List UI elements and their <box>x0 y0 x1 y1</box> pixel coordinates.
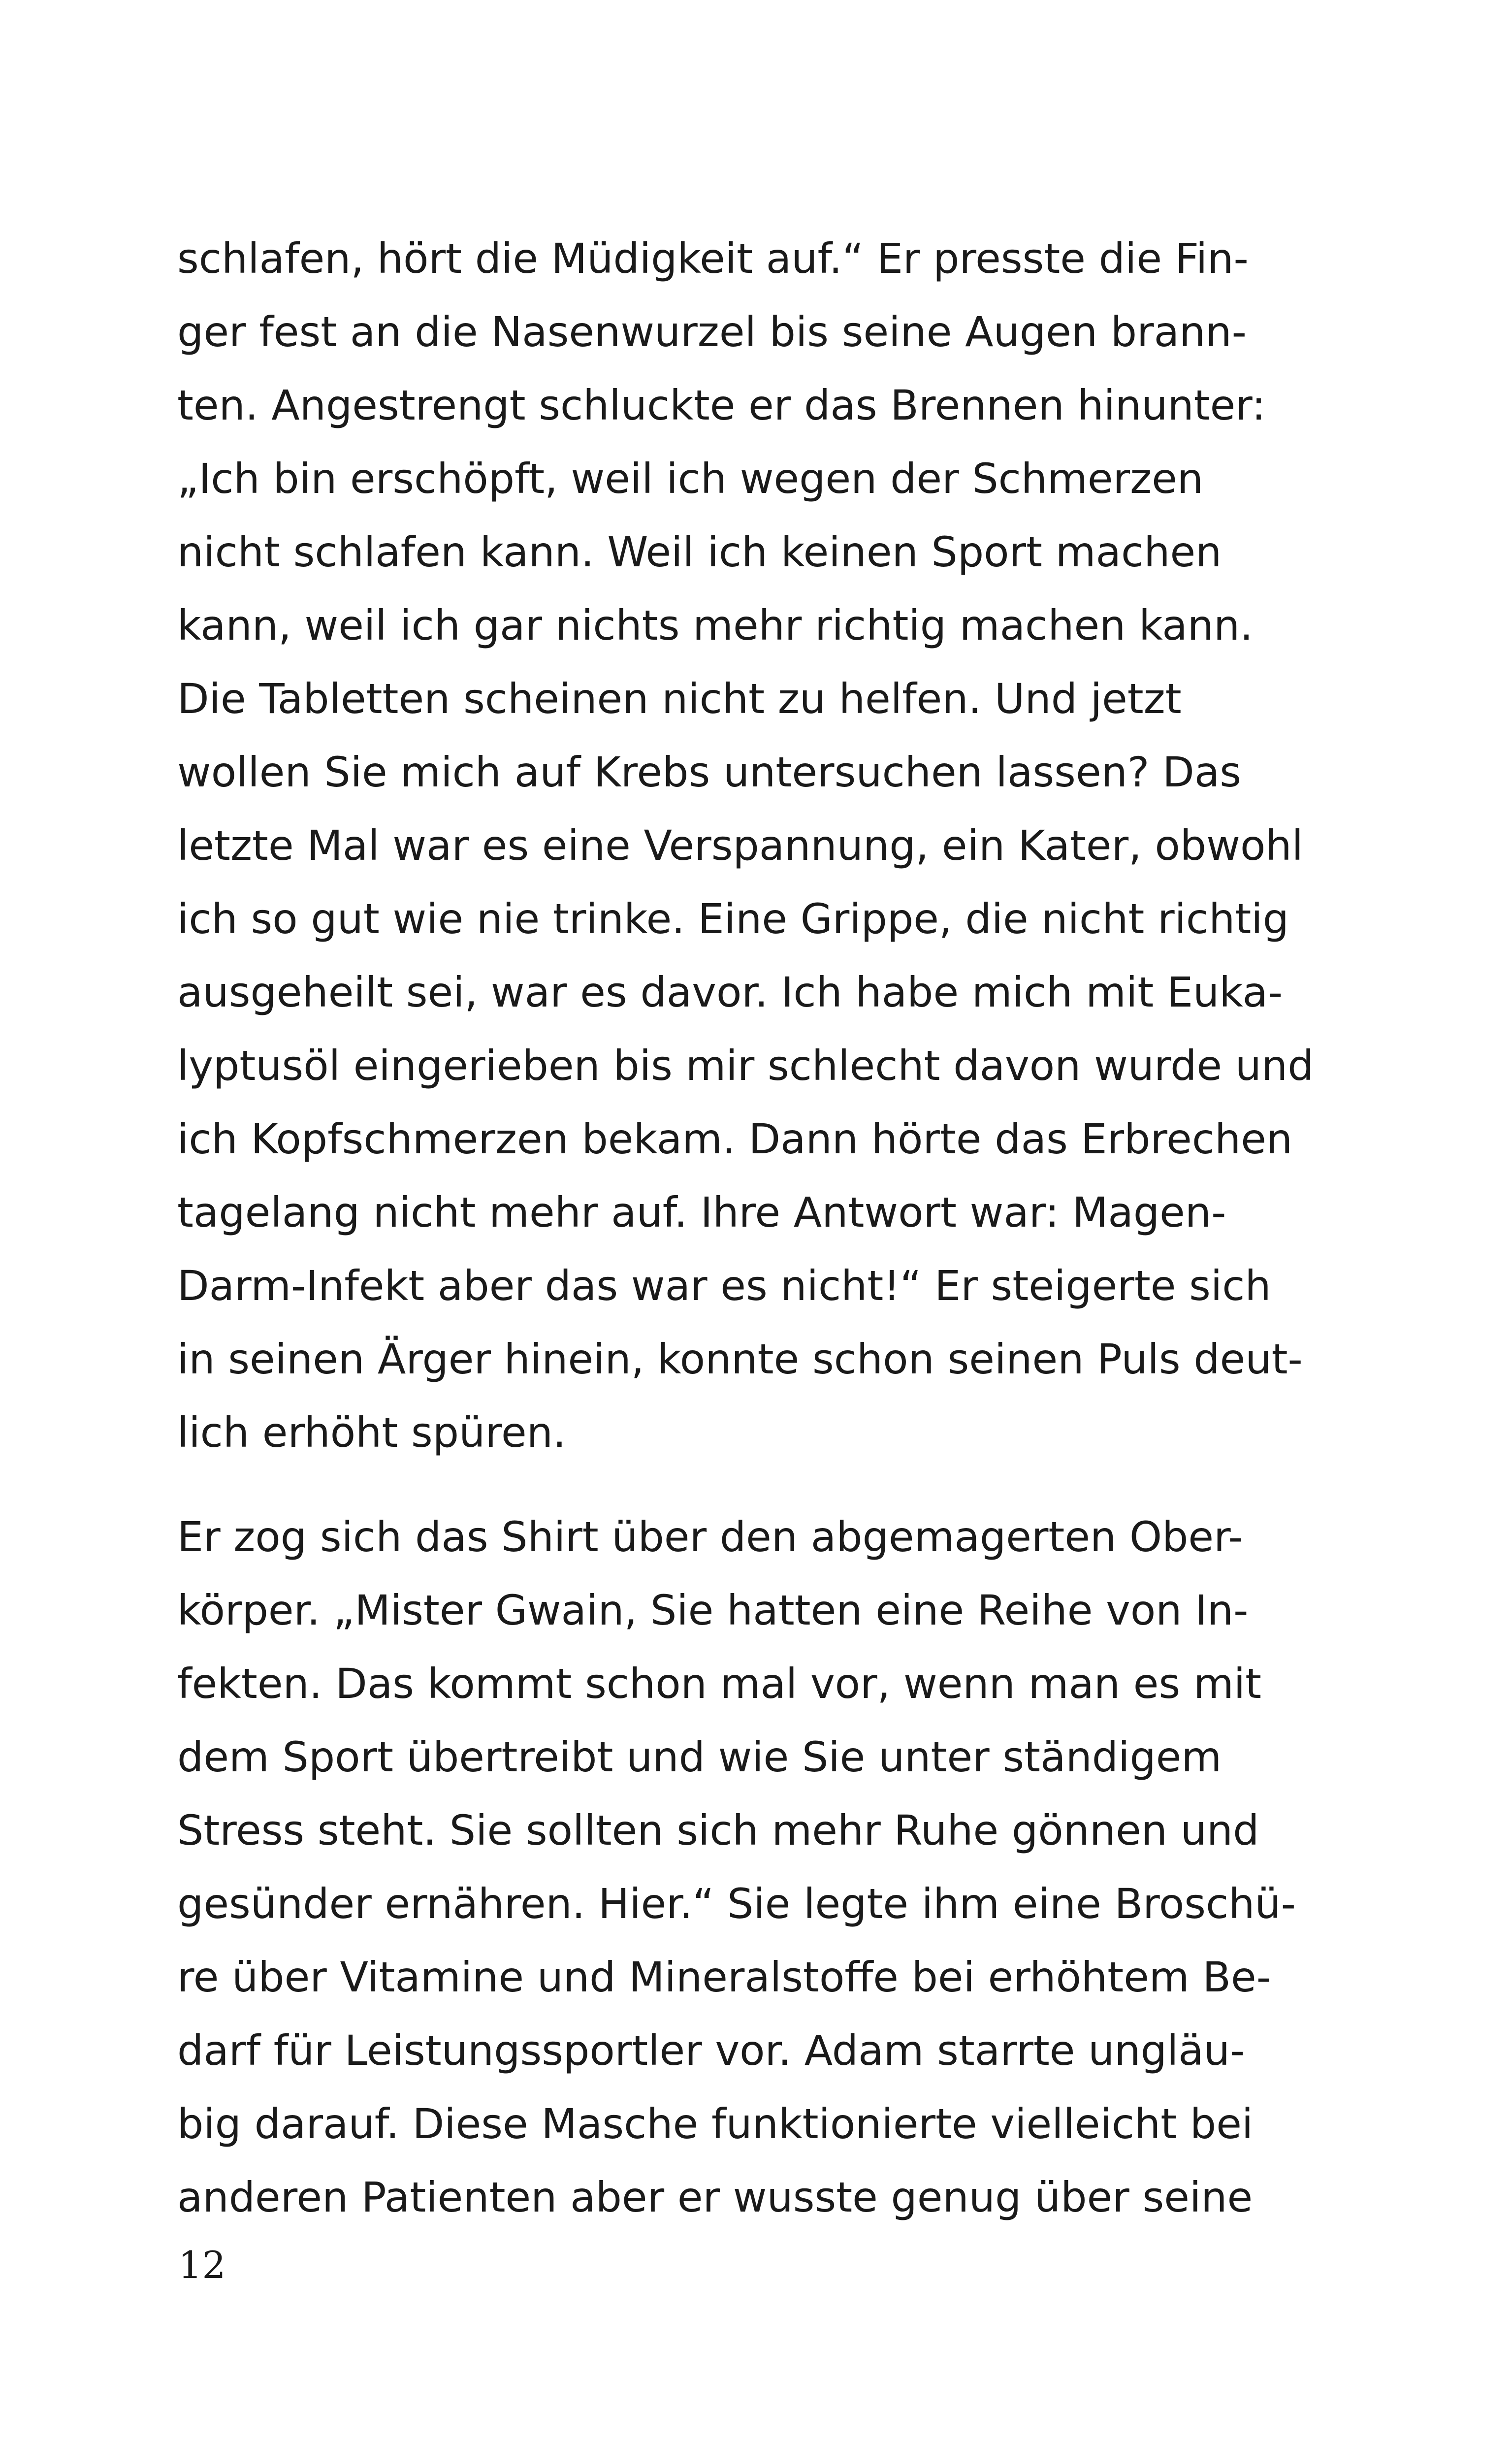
text-line: ausgeheilt sei, war es davor. Ich habe mich mit Euka- <box>177 968 1283 1016</box>
text-line: nicht schlafen kann. Weil ich keinen Sport machen <box>177 528 1222 576</box>
text-line: schlafen, hört die Müdigkeit auf.“ Er presste die Fin- <box>177 234 1249 283</box>
text-line: fekten. Das kommt schon mal vor, wenn man es mit <box>177 1660 1262 1708</box>
text-line: wollen Sie mich auf Krebs untersuchen lassen? Das <box>177 748 1242 796</box>
text-line: ten. Angestrengt schluckte er das Brennen hinunter: <box>177 381 1266 429</box>
paragraph-1 <box>177 222 1349 1469</box>
text-line: darf für Leistungssportler vor. Adam starrte ungläu- <box>177 2026 1245 2075</box>
text-line: Die Tabletten scheinen nicht zu helfen. Und jetzt <box>177 675 1182 723</box>
text-line: lyptusöl eingerieben bis mir schlecht davon wurde und <box>177 1042 1314 1090</box>
text-line: lich erhöht spüren. <box>177 1408 566 1457</box>
page-number: 12 <box>178 2243 226 2287</box>
text-line: ich Kopfschmerzen bekam. Dann hörte das Erbrechen <box>177 1115 1293 1163</box>
text-line: in seinen Ärger hinein, konnte schon seinen Puls deut- <box>177 1335 1303 1383</box>
text-line: „Ich bin erschöpft, weil ich wegen der Schmerzen <box>177 455 1204 503</box>
text-line: kann, weil ich gar nichts mehr richtig machen kann. <box>177 601 1253 650</box>
text-line: Darm-Infekt aber das war es nicht!“ Er steigerte sich <box>177 1262 1271 1310</box>
text-line: re über Vitamine und Mineralstoffe bei erhöhtem Be- <box>177 1953 1272 2001</box>
text-line: dem Sport übertreibt und wie Sie unter ständigem <box>177 1733 1222 1781</box>
text-line: letzte Mal war es eine Verspannung, ein Kater, obwohl <box>177 821 1303 870</box>
paragraph-2 <box>177 1500 1349 2234</box>
text-line: gesünder ernähren. Hier.“ Sie legte ihm eine Broschü- <box>177 1880 1296 1928</box>
text-line: ger fest an die Nasenwurzel bis seine Augen brann- <box>177 308 1247 356</box>
text-line: Stress steht. Sie sollten sich mehr Ruhe gönnen und <box>177 1806 1259 1855</box>
text-line: big darauf. Diese Masche funktionierte vielleicht bei <box>177 2100 1254 2148</box>
text-line: körper. „Mister Gwain, Sie hatten eine Reihe von In- <box>177 1586 1249 1634</box>
text-line: Er zog sich das Shirt über den abgemagerten Ober- <box>177 1513 1243 1561</box>
text-line: tagelang nicht mehr auf. Ihre Antwort war: Magen- <box>177 1188 1226 1237</box>
text-line: anderen Patienten aber er wusste genug über seine <box>177 2173 1253 2221</box>
text-line: ich so gut wie nie trinke. Eine Grippe, die nicht richtig <box>177 895 1289 943</box>
